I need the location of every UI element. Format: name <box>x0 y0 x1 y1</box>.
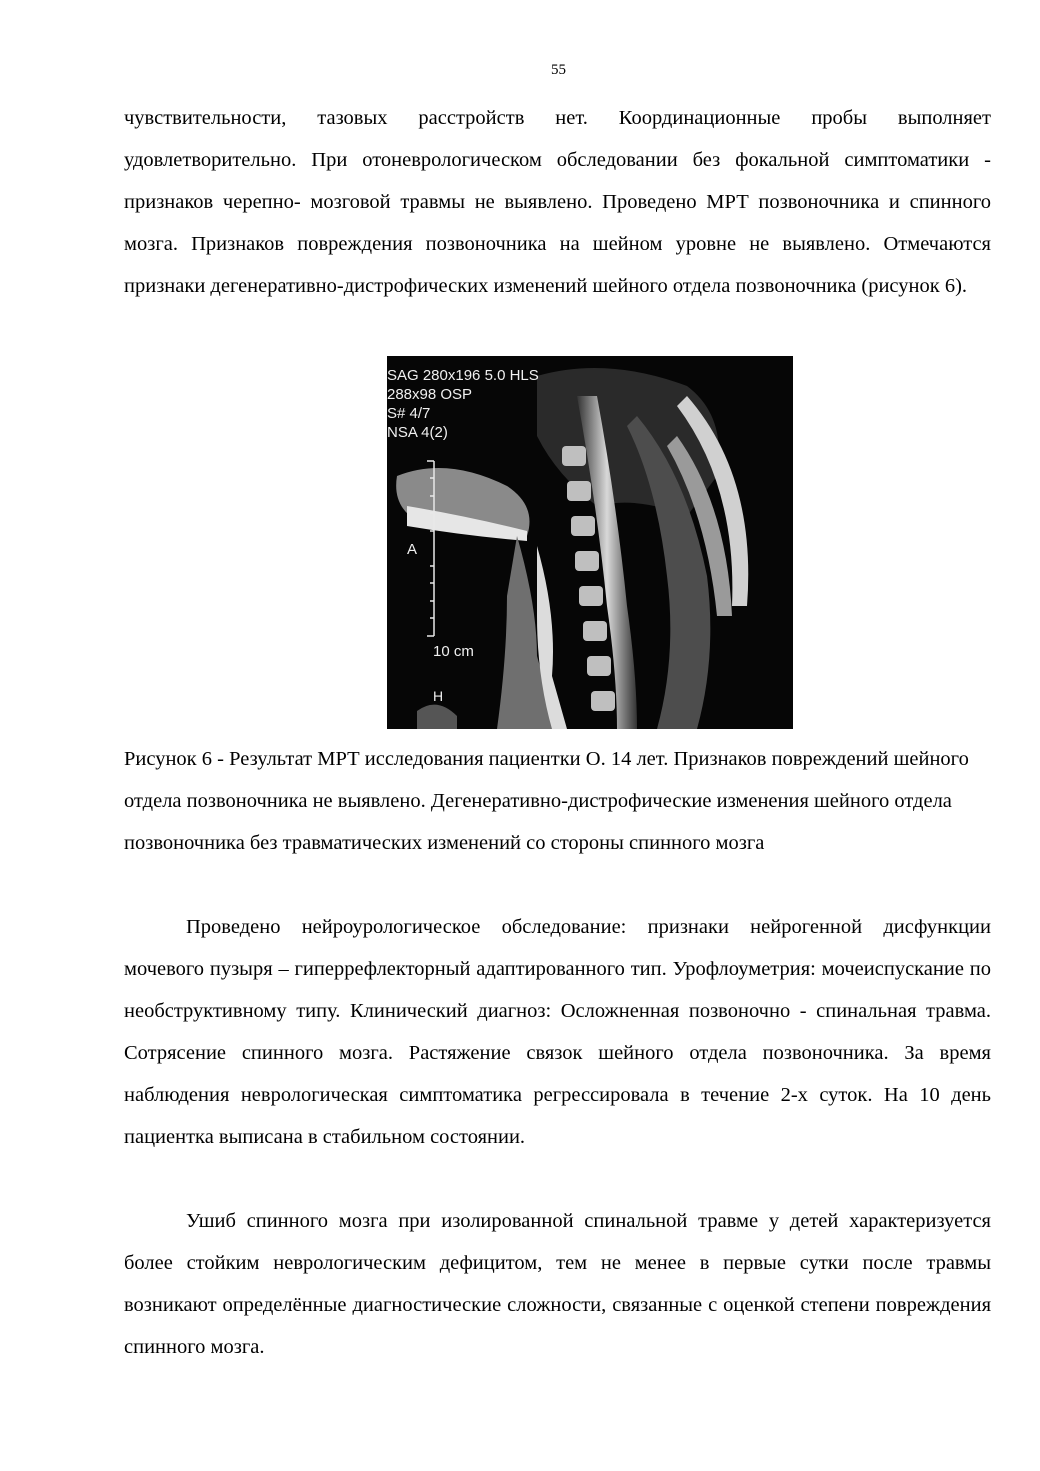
scale-label: 10 cm <box>433 643 474 660</box>
scale-marker: A <box>407 541 418 558</box>
overlay-line-1: SAG 280x196 5.0 HLS <box>387 367 539 384</box>
paragraph-3: Ушиб спинного мозга при изолированной спинальной травме у детей характеризуется более стойким неврологическим дефицитом, тем не менее в первые сутки после травмы возникают определённые диагностические сложности, связанные с оценкой степени повреждения спинного мозга. <box>124 1210 991 1358</box>
overlay-line-2: 288x98 OSP <box>387 386 473 403</box>
figure-caption <box>124 738 991 864</box>
figure-caption-text: Рисунок 6 - Результат МРТ исследования пациентки О. 14 лет. Признаков повреждений шейного отдела позвоночника не выявлено. Дегенеративно-дистрофические изменения шейного отдела позвоночника без травматических изменений со стороны спинного мозга <box>124 748 969 854</box>
mri-image <box>387 356 793 729</box>
overlay-line-3: S# 4/7 <box>387 405 431 422</box>
mri-figure <box>387 356 793 729</box>
paragraph-1: чувствительности, тазовых расстройств нет. Координационные пробы выполняет удовлетворительно. При отоневрологическом обследовании без фокальной симптоматики - признаков черепно- мозговой травмы не выявлено. Проведено МРТ позвоночника и спинного мозга. Признаков повреждения позвоночника на шейном уровне не выявлено. Отмечаются признаки дегенеративно-дистрофических изменений шейного отдела позвоночника (рисунок 6). <box>124 107 991 297</box>
page-number: 55 <box>551 62 566 78</box>
corner-label: H <box>433 688 444 704</box>
paragraph-2: Проведено нейроурологическое обследование: признаки нейрогенной дисфункции мочевого пузыря – гиперрефлекторный адаптированного тип. Урофлоуметрия: мочеиспускание по необструктивному типу. Клинический диагноз: Осложненная позвоночно - спинальная травма. Сотрясение спинного мозга. Растяжение связок шейного отдела позвоночника. За время наблюдения неврологическая симптоматика регрессировала в течение 2-х суток. На 10 день пациентка выписана в стабильном состоянии. <box>124 916 991 1148</box>
overlay-line-4: NSA 4(2) <box>387 424 448 441</box>
